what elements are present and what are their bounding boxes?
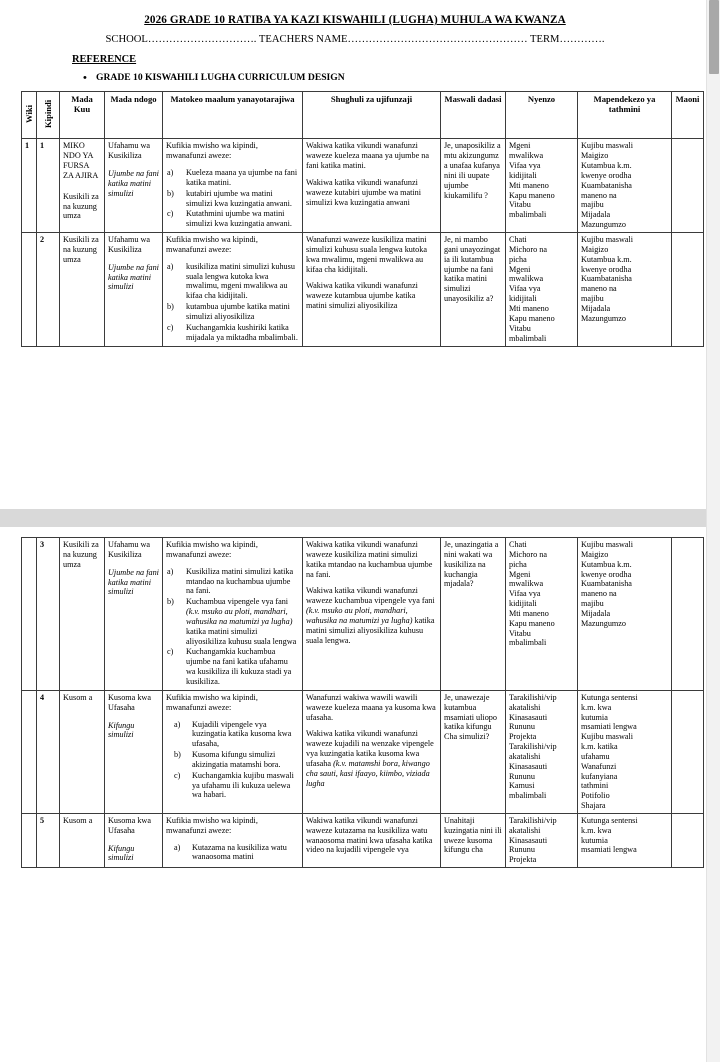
schedule-table-page-1 [21, 91, 704, 347]
matokeo-list [166, 168, 299, 229]
list-line: Kujibu maswali [581, 732, 634, 742]
list-line: Kutambua k.m. [581, 559, 632, 569]
header-mada-ndogo: Mada ndogo [105, 92, 163, 139]
cell-mapendekezo [578, 813, 672, 867]
bullet-icon: • [83, 72, 87, 84]
list-line: Mazungumzo [581, 220, 627, 230]
list-marker: c) [167, 322, 174, 332]
list-marker: c) [167, 647, 174, 657]
cell-wiki [22, 538, 37, 691]
cell-kipindi: 5 [37, 813, 60, 867]
cell-shughuli [303, 139, 441, 233]
list-line: Kuambatanisha [581, 180, 632, 190]
list-marker: a) [167, 261, 174, 271]
list-line: akatalishi [509, 702, 541, 712]
list-line: Vifaa vya [509, 161, 541, 170]
table-body-page-1 [22, 139, 704, 346]
list-line: Mijadala [581, 303, 611, 313]
list-line: k.m. kwa [581, 702, 612, 712]
matokeo-list [166, 262, 299, 343]
list-line: ufahamu [581, 751, 610, 761]
cell-shughuli [303, 690, 441, 813]
matokeo-item: c) Kuchangamkia kushiriki katika mijadala ya miktadha mbalimbali. [167, 322, 298, 342]
list-line: Kuambatanisha [581, 274, 632, 284]
mada-kuu-primary: Kusom a [63, 692, 93, 702]
list-marker: a) [167, 566, 174, 576]
page-break-gap [0, 509, 706, 527]
matokeo-list [166, 843, 299, 863]
list-line: Chati [509, 235, 527, 245]
cell-maswali: Je, unaposikiliz a mtu akizungumz a unafaa kufanya nini ili uupate ujumbe kiukamilifu ? [441, 139, 506, 233]
document-page-1 [0, 0, 706, 509]
list-line: kidijitali [509, 170, 537, 180]
list-line: mwalikwa [509, 274, 544, 284]
matokeo-intro: Kufikia mwisho wa kipindi, mwanafunzi aweze: [166, 235, 258, 254]
cell-wiki [22, 233, 37, 346]
list-line: Kapu maneno [509, 618, 555, 628]
mada-kuu-primary: MIKO NDO YA FURSA ZA AJIRA [63, 141, 99, 180]
document-page-2 [0, 527, 706, 1062]
list-marker: a) [174, 719, 181, 729]
cell-shughuli [303, 538, 441, 691]
list-line: Mgeni [509, 141, 531, 151]
cell-matokeo [163, 813, 303, 867]
header-kipindi: Kipindi [37, 92, 60, 139]
shughuli-paragraph: Wakiwa katika vikundi wanafunzi waweze kusikiliza matini simulizi katika mtandao na kuchambua ujumbe na fani. [306, 540, 433, 579]
matokeo-item: a) Kujadili vipengele vya kuzingatia katika kusoma kwa ufasaha, [174, 719, 292, 749]
matokeo-item: c) Kutathmini ujumbe wa matini simulizi kwa kuzingatia anwani. [167, 209, 292, 229]
list-line: Kutunga sentensi [581, 815, 638, 825]
matokeo-item: b) kutambua ujumbe katika matini simulizi aliyosikiliza [167, 302, 290, 321]
header-shughuli: Shughuli za ujifunzaji [303, 92, 441, 139]
shughuli-paragraph: Wakiwa katika vikundi wanafunzi waweze kujadili na wenzake vipengele vya kuzingatia katika kusoma kwa ufasaha (k.v. matamshi bora, kiwango cha sauti, kasi ifaayo, kiimbo, viziada lugha [306, 729, 434, 788]
list-line: picha [509, 559, 527, 569]
list-line: Tarakilishi/vip [509, 742, 557, 752]
cell-nyenzo [506, 813, 578, 867]
list-line: Rununu [509, 722, 535, 732]
list-line: Kutambua k.m. [581, 161, 632, 170]
cell-matokeo [163, 538, 303, 691]
cell-maswali: Unahitaji kuzingatia nini ili uweze kusoma kifungu cha [441, 813, 506, 867]
table-row [22, 538, 704, 691]
cell-matokeo [163, 139, 303, 233]
list-line: Mijadala [581, 210, 611, 220]
matokeo-item: c) Kuchangamkia kujibu maswali ya ufahamu ili kukuza uelewa wa habari. [174, 770, 294, 800]
list-line: maneno na [581, 190, 617, 200]
header-nyenzo: Nyenzo [506, 92, 578, 139]
list-line: mwalikwa [509, 151, 544, 161]
reference-heading: REFERENCE [72, 54, 137, 65]
header-maswali: Maswali dadasi [441, 92, 506, 139]
matokeo-item: b) kutabiri ujumbe wa matini simulizi kwa kuzingatia anwani. [167, 188, 292, 208]
cell-mada-kuu [60, 690, 105, 813]
list-line: Kamusi [509, 781, 535, 791]
list-marker: a) [167, 168, 174, 177]
cell-mapendekezo [578, 139, 672, 233]
header-matokeo: Matokeo maalum yanayotarajiwa [163, 92, 303, 139]
cell-matokeo [163, 690, 303, 813]
cell-mada-kuu [60, 538, 105, 691]
list-line: tathmini [581, 781, 609, 791]
list-line: msamiati lengwa [581, 845, 637, 855]
vertical-scrollbar[interactable] [706, 0, 720, 1062]
reference-bullet-text: GRADE 10 KISWAHILI LUGHA CURRICULUM DESIGN [96, 72, 345, 83]
shughuli-paragraph: Wakiwa katika vikundi wanafunzi waweze kutambua ujumbe katika matini simulizi aliyosikiliza [306, 281, 418, 311]
list-line: Kinasasauti [509, 761, 548, 771]
matokeo-item: a) kusikiliza matini simulizi kuhusu suala lengwa kutoka kwa mwalimu, mgeni mwalikwa au kifaa cha kidijitali. [167, 261, 295, 301]
list-line: Kinasasauti [509, 712, 548, 722]
mada-ndogo-secondary: Ujumbe na fani katika matini simulizi [108, 567, 159, 597]
list-line: Mti maneno [509, 180, 549, 190]
list-line: Kinasasauti [509, 835, 548, 845]
list-line: Kapu maneno [509, 313, 555, 323]
matokeo-item: c) Kuchangamkia kuchambua ujumbe na fani katika ufahamu wa kusikiliza ili kukuza stadi ya kusikiliza. [167, 647, 292, 686]
cell-maoni [672, 233, 704, 346]
list-line: Shajara [581, 801, 606, 811]
cell-kipindi: 1 [37, 139, 60, 233]
list-marker: c) [167, 209, 174, 219]
cell-kipindi: 4 [37, 690, 60, 813]
reference-bullet-item [83, 72, 692, 84]
matokeo-intro: Kufikia mwisho wa kipindi, mwanafunzi aweze: [166, 540, 258, 559]
matokeo-intro: Kufikia mwisho wa kipindi, mwanafunzi aweze: [166, 141, 258, 161]
mada-ndogo-primary: Ufahamu wa Kusikiliza [108, 235, 151, 254]
list-line: picha [509, 254, 527, 264]
header-mapendekezo: Mapendekezo ya tathmini [578, 92, 672, 139]
list-line: Chati [509, 540, 527, 549]
list-line: akatalishi [509, 751, 541, 761]
matokeo-item: b) Kuchambua vipengele vya fani (k.v. msuko au ploti, mandhari, wahusika na matumizi ya lugha) katika matini simulizi aliyosikiliza kuhusu suala lengwa [167, 597, 297, 646]
mada-ndogo-secondary: Ujumbe na fani katika matini simulizi [108, 262, 159, 292]
list-line: Mti maneno [509, 303, 549, 313]
shughuli-paragraph: Wakiwa katika vikundi wanafunzi waweze kuchambua vipengele vya fani (k.v. msuko au ploti, mandhari, wahusika na matumizi ya lugha) katika matini simulizi aliyosikiliza kuhusu suala lengwa. [306, 586, 435, 645]
mada-ndogo-secondary: Ujumbe na fani katika matini simulizi [108, 169, 159, 198]
cell-mapendekezo [578, 538, 672, 691]
cell-mada-ndogo [105, 813, 163, 867]
cell-wiki [22, 813, 37, 867]
cell-mada-ndogo [105, 690, 163, 813]
shughuli-paragraph: Wakiwa katika vikundi wanafunzi waweze kutazama na kusikiliza watu wanaosoma matini kwa ufasaha katika video na kujadili vipengele vya [306, 815, 433, 855]
list-line: Maigizo [581, 244, 609, 254]
school-teacher-term-line: SCHOOL…………………………. TEACHERS NAME…………………………………………… TERM…………. [105, 34, 605, 45]
list-line: Mazungumzo [581, 618, 627, 628]
mada-ndogo-primary: Kusoma kwa Ufasaha [108, 815, 151, 835]
list-line: kwenye orodha [581, 264, 632, 274]
matokeo-list [166, 567, 299, 687]
cell-maoni [672, 538, 704, 691]
list-line: Kujibu maswali [581, 141, 634, 151]
list-line: Vitabu [509, 200, 531, 210]
list-line: Kujibu maswali [581, 235, 634, 245]
list-line: mbalimbali [509, 638, 547, 648]
cell-kipindi: 2 [37, 233, 60, 346]
list-line: Vifaa vya [509, 589, 541, 599]
list-line: Mti maneno [509, 608, 549, 618]
list-line: k.m. kwa [581, 825, 612, 835]
list-line: maneno na [581, 284, 617, 294]
schedule-table-page-2 [21, 537, 704, 868]
list-line: kidijitali [509, 294, 537, 304]
matokeo-item: a) Kueleza maana ya ujumbe na fani katika matini. [167, 168, 298, 187]
mada-kuu-primary: Kusikili za na kuzung umza [63, 235, 99, 264]
cell-maoni [672, 813, 704, 867]
list-marker: b) [167, 597, 174, 607]
cell-nyenzo [506, 538, 578, 691]
matokeo-intro: Kufikia mwisho wa kipindi, mwanafunzi aweze: [166, 692, 258, 712]
mada-ndogo-secondary: Kifungu simulizi [108, 843, 135, 863]
list-line: mwalikwa [509, 579, 544, 589]
list-line: kutumia [581, 835, 608, 845]
list-line: msamiati lengwa [581, 722, 637, 732]
cell-mada-ndogo [105, 538, 163, 691]
cell-shughuli [303, 233, 441, 346]
matokeo-item: b) Kusoma kifungu simulizi akizingatia matamshi bora. [174, 750, 281, 769]
list-line: k.m. katika [581, 742, 618, 752]
cell-shughuli [303, 813, 441, 867]
cell-nyenzo [506, 233, 578, 346]
list-line: kwenye orodha [581, 170, 632, 180]
list-line: Mijadala [581, 608, 611, 618]
list-line: Tarakilishi/vip [509, 815, 557, 825]
mada-ndogo-primary: Ufahamu wa Kusikiliza [108, 141, 151, 161]
shughuli-paragraph: Wanafunzi waweze kusikiliza matini simulizi kuhusu suala lengwa kutoka kwa mwalimu, mgeni mwalikwa au kifaa cha kidijitali. [306, 235, 427, 274]
mada-kuu-primary: Kusikili za na kuzung umza [63, 540, 99, 569]
cell-maswali: Je, unawezaje kutambua msamiati uliopo katika kifungu Cha simulizi? [441, 690, 506, 813]
mada-ndogo-primary: Kusoma kwa Ufasaha [108, 692, 151, 712]
list-line: Vitabu [509, 323, 531, 333]
list-marker: b) [167, 188, 174, 198]
cell-mada-kuu [60, 233, 105, 346]
list-line: Maigizo [581, 151, 609, 161]
list-marker: b) [174, 750, 181, 760]
list-line: Projekta [509, 732, 537, 742]
list-line: Kutambua k.m. [581, 254, 632, 264]
list-line: Kujibu maswali [581, 540, 634, 549]
list-line: kwenye orodha [581, 569, 632, 579]
list-line: Mgeni [509, 569, 531, 579]
list-line: mbalimbali [509, 333, 547, 343]
list-line: Projekta [509, 855, 537, 865]
table-row [22, 690, 704, 813]
shughuli-paragraph: Wanafunzi wakiwa wawili wawili waweze kueleza maana ya kusoma kwa ufasaha. [306, 692, 436, 722]
list-line: kidijitali [509, 599, 537, 609]
list-line: kutumia [581, 712, 608, 722]
list-line: Michoro na [509, 244, 547, 254]
list-line: Tarakilishi/vip [509, 692, 557, 702]
cell-kipindi: 3 [37, 538, 60, 691]
cell-maswali: Je, ni mambo gani unayozingat ia ili kutambua ujumbe na fani katika matini simulizi unayosikiliz a? [441, 233, 506, 346]
list-line: majibu [581, 294, 604, 304]
cell-wiki [22, 690, 37, 813]
table-row [22, 139, 704, 233]
page-title: 2026 GRADE 10 RATIBA YA KAZI KISWAHILI (LUGHA) MUHULA WA KWANZA [144, 14, 566, 26]
cell-mapendekezo [578, 233, 672, 346]
list-line: Wanafunzi [581, 761, 617, 771]
cell-matokeo [163, 233, 303, 346]
cell-mada-kuu [60, 139, 105, 233]
list-line: kufanyiana [581, 771, 618, 781]
cell-maswali: Je, unazingatia a nini wakati wa kusikiliza na kuchangia mjadala? [441, 538, 506, 691]
list-line: Kuambatanisha [581, 579, 632, 589]
list-line: Vifaa vya [509, 284, 541, 294]
list-line: Michoro na [509, 549, 547, 559]
list-line: Mgeni [509, 264, 531, 274]
list-line: akatalishi [509, 825, 541, 835]
list-line: Maigizo [581, 549, 609, 559]
cell-nyenzo [506, 690, 578, 813]
table-header-row [22, 92, 704, 139]
header-wiki: Wiki [22, 92, 37, 139]
list-marker: b) [167, 302, 174, 312]
cell-nyenzo [506, 139, 578, 233]
list-line: Kapu maneno [509, 190, 555, 200]
list-line: Vitabu [509, 628, 531, 638]
mada-kuu-secondary: Kusikili za na kuzung umza [63, 191, 99, 221]
matokeo-item: a) Kutazama na kusikiliza watu wanaosoma matini [174, 842, 287, 862]
cell-maoni [672, 690, 704, 813]
list-line: majibu [581, 200, 604, 210]
matokeo-intro: Kufikia mwisho wa kipindi, mwanafunzi aweze: [166, 815, 258, 835]
list-line: Kutunga sentensi [581, 692, 638, 702]
mada-ndogo-secondary: Kifungu simulizi [108, 720, 135, 740]
table-row [22, 233, 704, 346]
cell-mada-ndogo [105, 233, 163, 346]
matokeo-list [166, 720, 299, 801]
header-mada-kuu: Mada Kuu [60, 92, 105, 139]
cell-mapendekezo [578, 690, 672, 813]
list-line: Rununu [509, 771, 535, 781]
mada-kuu-primary: Kusom a [63, 815, 93, 825]
header-maoni: Maoni [672, 92, 704, 139]
shughuli-paragraph: Wakiwa katika vikundi wanafunzi waweze kueleza maana ya ujumbe na fani katika matini. [306, 141, 429, 170]
list-line: majibu [581, 599, 604, 609]
cell-mada-kuu [60, 813, 105, 867]
table-body-page-2 [22, 538, 704, 868]
list-line: Mazungumzo [581, 313, 627, 323]
list-line: Rununu [509, 845, 535, 855]
list-line: mbalimbali [509, 791, 547, 801]
mada-ndogo-primary: Ufahamu wa Kusikiliza [108, 540, 151, 559]
list-line: maneno na [581, 589, 617, 599]
table-row [22, 813, 704, 867]
cell-wiki: 1 [22, 139, 37, 233]
matokeo-item: a) Kusikiliza matini simulizi katika mtandao na kuchambua ujumbe na fani. [167, 566, 294, 596]
list-line: Potifolio [581, 791, 610, 801]
scrollbar-thumb[interactable] [709, 0, 719, 74]
list-marker: c) [174, 770, 181, 780]
shughuli-paragraph: Wakiwa katika vikundi wanafunzi waweze kutabiri ujumbe wa matini simulizi kwa kuzingatia anwani [306, 177, 422, 207]
list-marker: a) [174, 842, 181, 852]
cell-mada-ndogo [105, 139, 163, 233]
list-line: mbalimbali [509, 210, 547, 220]
cell-maoni [672, 139, 704, 233]
